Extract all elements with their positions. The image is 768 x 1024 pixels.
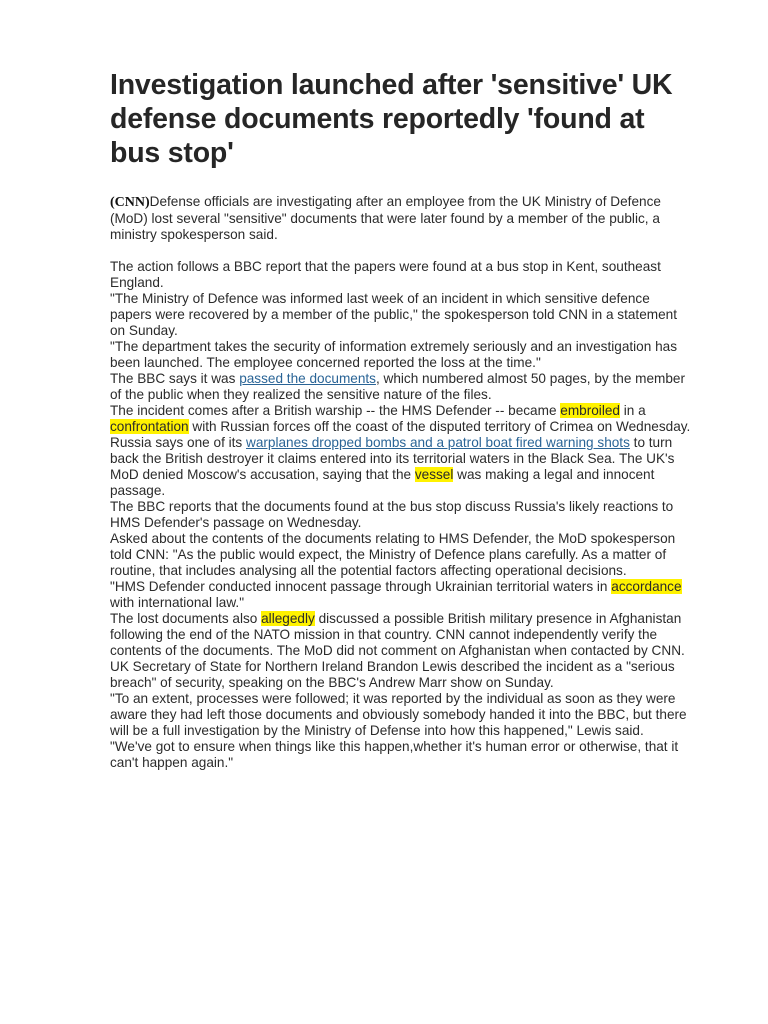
passed-documents-link[interactable]: passed the documents [239, 371, 376, 386]
highlighted-word: confrontation [110, 419, 189, 434]
paragraph: The BBC reports that the documents found at the bus stop discuss Russia's likely reactions to HMS Defender's passage on Wednesday. [110, 499, 674, 530]
paragraph: Asked about the contents of the documents relating to HMS Defender, the MoD spokesperson told CNN: "As the public would expect, the Ministry of Defence plans carefully. As a matter of routine, that includes analysing all the potential factors affecting operational decisions. [110, 531, 676, 578]
paragraph: UK Secretary of State for Northern Ireland Brandon Lewis described the incident as a "serious breach" of security, speaking on the BBC's Andrew Marr show on Sunday. [110, 659, 675, 690]
cnn-tag: (CNN) [110, 195, 150, 210]
highlighted-word: embroiled [560, 403, 620, 418]
paragraph: "The Ministry of Defence was informed last week of an incident in which sensitive defence papers were recovered by a member of the public," the spokesperson told CNN in a statement on Sunday. [110, 291, 677, 338]
paragraph-text: discussed a possible British military presence in Afghanistan following the end of the NATO mission in that country. CNN cannot independently verify the contents of the documents. The MoD did not comment on Afghanistan when contacted by CNN. [110, 611, 685, 658]
paragraph: "The department takes the security of information extremely seriously and an investigation has been launched. The employee concerned reported the loss at the time." [110, 339, 677, 370]
headline: Investigation launched after 'sensitive' UK defense documents reportedly 'found at bus stop' [110, 69, 673, 169]
highlighted-word: vessel [414, 467, 454, 482]
paragraph-text: to turn back the British destroyer it claims entered into its territorial waters in the Black Sea. The UK's MoD denied Moscow's accusation, saying that the [110, 435, 675, 482]
paragraph-text: Defense officials are investigating after an employee from the UK Ministry of Defence (MoD) lost several "sensitive" documents that were later found by a member of the public, a ministry spokesperson said. [110, 194, 661, 242]
highlighted-word: allegedly [261, 611, 315, 626]
paragraph: The action follows a BBC report that the papers were found at a bus stop in Kent, southeast England. [110, 259, 661, 290]
paragraph-text: "HMS Defender conducted innocent passage through Ukrainian territorial waters in [110, 579, 612, 594]
article-body [110, 194, 694, 771]
paragraph-text: was making a legal and innocent passage. [110, 467, 655, 498]
paragraph-intro [110, 194, 694, 243]
highlighted-word: accordance [611, 579, 682, 594]
paragraph-text: The lost documents also [110, 611, 262, 626]
paragraph-text: in a [619, 403, 646, 418]
paragraph-text: , which numbered almost 50 pages, by the member of the public when they realized the sensitive nature of the files. [110, 371, 686, 402]
paragraph [110, 579, 694, 611]
paragraph: "We've got to ensure when things like this happen,whether it's human error or otherwise, that it can't happen again." [110, 739, 679, 770]
warplanes-link[interactable]: warplanes dropped bombs and a patrol boat fired warning shots [246, 435, 630, 450]
paragraph-text: The BBC says it was [110, 371, 240, 386]
paragraph-text: with Russian forces off the coast of the disputed territory of Crimea on Wednesday. Russia says one of its [110, 419, 691, 450]
paragraph [110, 403, 694, 499]
paragraph: "To an extent, processes were followed; it was reported by the individual as soon as they were aware they had left those documents and obviously somebody handed it into the BBC, but there will be a full investigation by the Ministry of Defense into how this happened," Lewis said. [110, 691, 687, 738]
paragraph [110, 611, 694, 659]
paragraph [110, 371, 694, 403]
paragraph-text: The incident comes after a British warship -- the HMS Defender -- became [110, 403, 561, 418]
paragraph-text: with international law." [110, 595, 245, 610]
